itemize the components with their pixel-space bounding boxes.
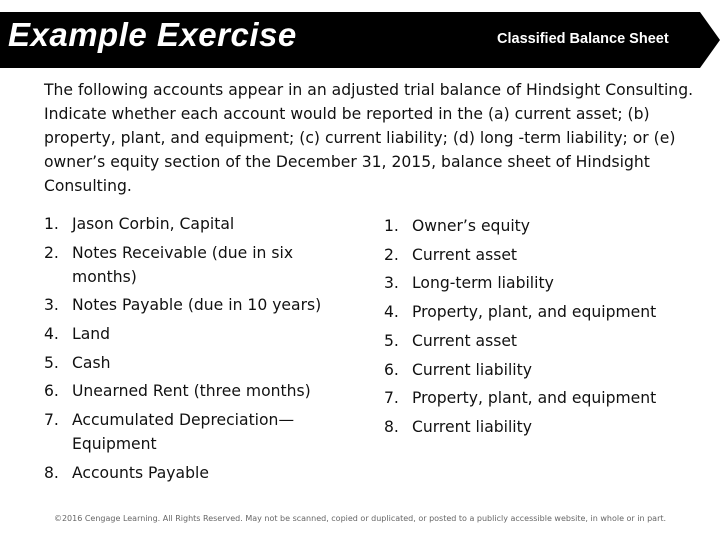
answer-item xyxy=(384,356,704,385)
answer-item xyxy=(384,327,704,356)
account-item xyxy=(44,322,344,346)
answer-item xyxy=(384,298,704,327)
intro-paragraph: The following accounts appear in an adjusted trial balance of Hindsight Consulting. Indicate whether each account would be reported in the (a) current asset; (b) property, plant, and equipment; (c) current liability; (d) long -term liability; or (e) owner’s equity section of the December 31, 2015, balance sheet of Hindsight Consulting. xyxy=(44,81,694,195)
account-item xyxy=(44,241,344,289)
item-text: Current asset xyxy=(412,245,518,264)
item-text: Notes Receivable (due in six months) xyxy=(72,243,294,286)
page-subtitle: Classified Balance Sheet xyxy=(497,31,669,47)
account-item xyxy=(44,293,344,317)
item-number: 3. xyxy=(44,296,59,315)
item-number: 6. xyxy=(44,382,59,401)
answer-item xyxy=(384,241,704,270)
item-number: 6. xyxy=(384,360,399,379)
item-number: 8. xyxy=(384,417,399,436)
item-number: 2. xyxy=(384,245,399,264)
item-text: Property, plant, and equipment xyxy=(412,389,657,408)
item-text: Owner’s equity xyxy=(412,217,531,235)
item-text: Current liability xyxy=(412,360,532,379)
accounts-list xyxy=(44,212,344,490)
item-number: 5. xyxy=(384,331,399,350)
item-number: 7. xyxy=(384,389,399,408)
page-title: Example Exercise xyxy=(8,16,297,53)
copyright-footer: ©2016 Cengage Learning. All Rights Reserved. May not be scanned, copied or duplicated, or posted to a publicly accessible website, in whole or in part. xyxy=(53,514,667,523)
header-banner xyxy=(0,12,720,68)
item-number: 3. xyxy=(384,274,399,293)
item-number: 7. xyxy=(44,411,59,430)
account-item xyxy=(44,408,344,456)
item-number: 1. xyxy=(384,217,399,235)
item-text: Notes Payable (due in 10 years) xyxy=(72,296,322,315)
item-text: Unearned Rent (three months) xyxy=(72,382,311,401)
answer-item xyxy=(384,413,704,442)
account-item xyxy=(44,461,344,485)
item-number: 4. xyxy=(44,325,59,344)
item-text: Land xyxy=(72,325,111,344)
item-text: Accounts Payable xyxy=(72,463,209,482)
answers-list xyxy=(384,212,704,442)
item-number: 2. xyxy=(44,243,59,262)
item-text: Accumulated Depreciation—Equipment xyxy=(72,411,295,454)
answer-item xyxy=(384,212,704,241)
account-item xyxy=(44,379,344,403)
item-number: 8. xyxy=(44,463,59,482)
item-text: Property, plant, and equipment xyxy=(412,303,657,322)
item-number: 4. xyxy=(384,303,399,322)
item-text: Current asset xyxy=(412,331,518,350)
item-text: Cash xyxy=(72,353,111,372)
account-item xyxy=(44,351,344,375)
answer-item xyxy=(384,269,704,298)
item-text: Current liability xyxy=(412,417,532,436)
item-number: 5. xyxy=(44,353,59,372)
item-number: 1. xyxy=(44,215,59,233)
item-text: Long-term liability xyxy=(412,274,554,293)
answer-item xyxy=(384,384,704,413)
item-text: Jason Corbin, Capital xyxy=(72,215,235,233)
account-item xyxy=(44,212,344,236)
